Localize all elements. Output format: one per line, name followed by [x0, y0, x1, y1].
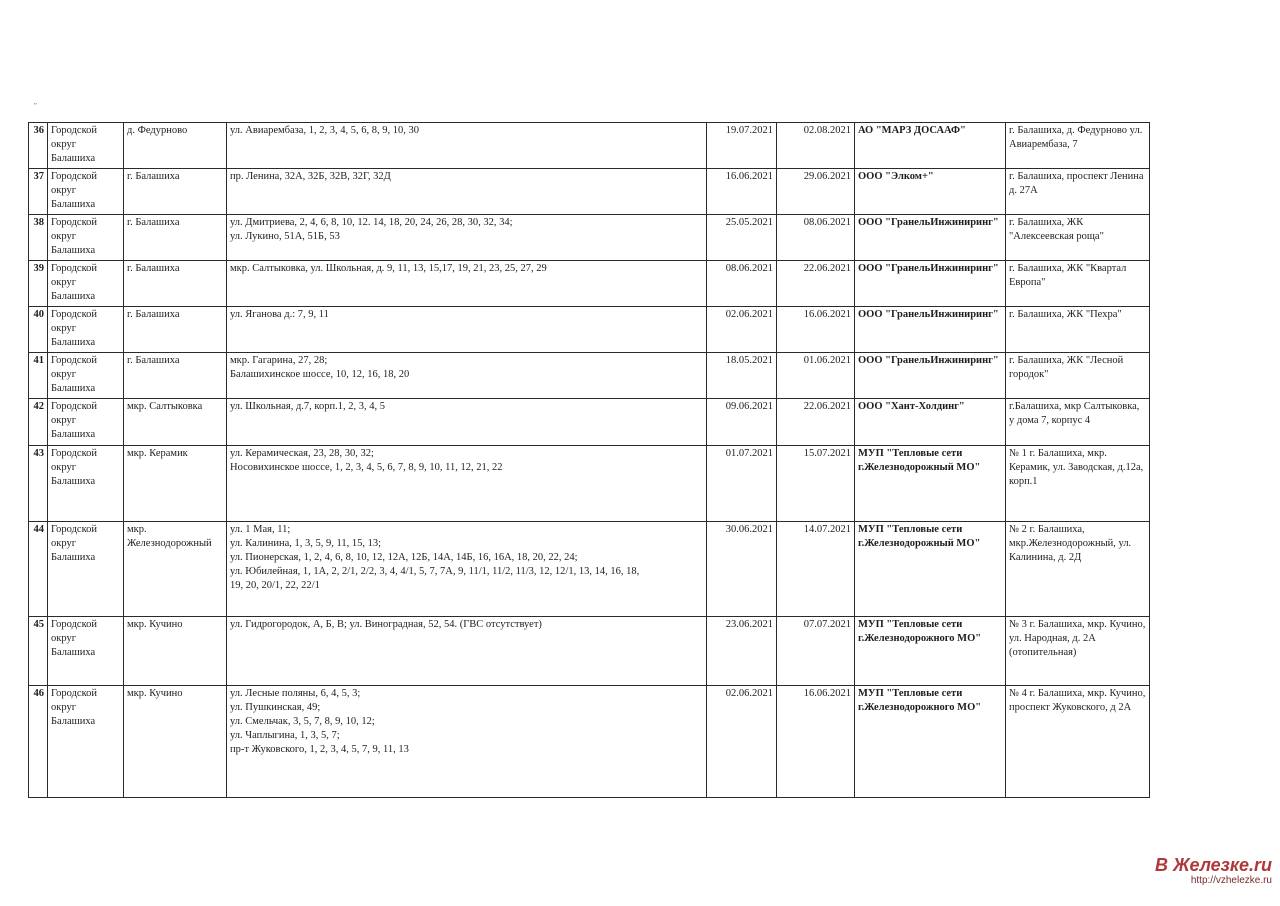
district-cell — [48, 522, 124, 617]
outage-schedule-table — [28, 122, 1150, 798]
locality-cell-text: г. Балашиха — [127, 309, 180, 320]
addresses-cell — [227, 307, 707, 353]
address-line: ул. Пионерская, 1, 2, 4, 6, 8, 10, 12, 12А, 12Б, 14А, 14Б, 16, 16А, 18, 20, 22, 24; — [230, 552, 578, 563]
district-cell-text: Городской округ Балашиха — [51, 619, 98, 658]
address-line: ул. Керамическая, 23, 28, 30, 32; — [230, 448, 374, 459]
row-number — [29, 399, 48, 446]
contact-address-cell — [1006, 123, 1150, 169]
contact-address-cell — [1006, 261, 1150, 307]
contact-address-cell-text: № 3 г. Балашиха, мкр. Кучино, ул. Народная, д. 2А (отопительная) — [1009, 619, 1146, 658]
contact-address-cell-text: г. Балашиха, ЖК "Лесной городок" — [1009, 355, 1124, 380]
row-number-text: 38 — [33, 217, 44, 228]
row-number — [29, 169, 48, 215]
locality-cell-text: д. Федурново — [127, 125, 188, 136]
date-from-cell-text: 16.06.2021 — [725, 171, 773, 182]
date-to-cell-text: 08.06.2021 — [803, 217, 851, 228]
address-line: пр-т Жуковского, 1, 2, 3, 4, 5, 7, 9, 11, 13 — [230, 744, 409, 755]
address-line: ул. Лесные поляны, 6, 4, 5, 3; — [230, 688, 361, 699]
organization-cell-text: МУП "Тепловые сети г.Железнодорожного МО" — [858, 688, 982, 713]
district-cell — [48, 169, 124, 215]
date-from-cell-text: 09.06.2021 — [725, 401, 773, 412]
date-to-cell — [777, 123, 855, 169]
contact-address-cell-text: г. Балашиха, ЖК "Квартал Европа" — [1009, 263, 1127, 288]
date-from-cell — [707, 169, 777, 215]
locality-cell — [124, 261, 227, 307]
locality-cell-text: мкр. Железнодорожный — [127, 524, 212, 549]
date-from-cell-text: 01.07.2021 — [725, 448, 773, 459]
date-to-cell-text: 07.07.2021 — [803, 619, 851, 630]
date-from-cell-text: 25.05.2021 — [725, 217, 773, 228]
table-row — [29, 261, 1150, 307]
site-watermark — [1155, 855, 1272, 887]
date-from-cell — [707, 617, 777, 686]
date-to-cell — [777, 261, 855, 307]
date-to-cell-text: 02.08.2021 — [803, 125, 851, 136]
contact-address-cell-text: г. Балашиха, ЖК "Пехра" — [1009, 309, 1122, 320]
contact-address-cell-text: № 2 г. Балашиха, мкр.Железнодорожный, ул. Калинина, д. 2Д — [1009, 524, 1132, 563]
locality-cell — [124, 686, 227, 798]
address-line: пр. Ленина, 32А, 32Б, 32В, 32Г, 32Д — [230, 171, 391, 182]
locality-cell-text: мкр. Керамик — [127, 448, 188, 459]
contact-address-cell-text: г. Балашиха, проспект Ленина д. 27А — [1009, 171, 1144, 196]
organization-cell-text: АО "МАРЗ ДОСААФ" — [858, 125, 966, 136]
addresses-cell — [227, 169, 707, 215]
district-cell-text: Городской округ Балашиха — [51, 217, 98, 256]
address-line: ул. Смельчак, 3, 5, 7, 8, 9, 10, 12; — [230, 716, 375, 727]
locality-cell — [124, 446, 227, 522]
district-cell — [48, 307, 124, 353]
date-to-cell — [777, 169, 855, 215]
addresses-cell — [227, 686, 707, 798]
row-number-text: 42 — [33, 401, 44, 412]
district-cell — [48, 353, 124, 399]
contact-address-cell — [1006, 215, 1150, 261]
row-number-text: 40 — [33, 309, 44, 320]
locality-cell-text: г. Балашиха — [127, 263, 180, 274]
locality-cell-text: мкр. Кучино — [127, 688, 183, 699]
watermark-url: http://vzhelezke.ru — [1190, 875, 1272, 886]
address-line: ул. Лукино, 51А, 51Б, 53 — [230, 231, 340, 242]
date-from-cell-text: 02.06.2021 — [725, 309, 773, 320]
table-row — [29, 169, 1150, 215]
address-line: мкр. Гагарина, 27, 28; — [230, 355, 328, 366]
address-line: Носовихинское шоссе, 1, 2, 3, 4, 5, 6, 7, 8, 9, 10, 11, 12, 21, 22 — [230, 462, 503, 473]
date-to-cell — [777, 215, 855, 261]
addresses-cell — [227, 399, 707, 446]
contact-address-cell-text: г.Балашиха, мкр Салтыковка, у дома 7, корпус 4 — [1009, 401, 1140, 426]
address-line: ул. 1 Мая, 11; — [230, 524, 291, 535]
address-line: Балашихинское шоссе, 10, 12, 16, 18, 20 — [230, 369, 410, 380]
row-number — [29, 261, 48, 307]
organization-cell-text: МУП "Тепловые сети г.Железнодорожный МО" — [858, 524, 981, 549]
address-line: мкр. Салтыковка, ул. Школьная, д. 9, 11, 13, 15,17, 19, 21, 23, 25, 27, 29 — [230, 263, 547, 274]
row-number — [29, 307, 48, 353]
date-from-cell-text: 19.07.2021 — [725, 125, 773, 136]
date-from-cell — [707, 686, 777, 798]
address-line: ул. Чаплыгина, 1, 3, 5, 7; — [230, 730, 340, 741]
address-line: ул. Калинина, 1, 3, 5, 9, 11, 15, 13; — [230, 538, 382, 549]
contact-address-cell — [1006, 686, 1150, 798]
district-cell — [48, 399, 124, 446]
organization-cell — [855, 686, 1006, 798]
locality-cell-text: мкр. Салтыковка — [127, 401, 203, 412]
locality-cell — [124, 617, 227, 686]
contact-address-cell-text: г. Балашиха, д. Федурново ул. Авиарембаза, 7 — [1009, 125, 1143, 150]
organization-cell — [855, 307, 1006, 353]
date-from-cell — [707, 123, 777, 169]
date-from-cell — [707, 446, 777, 522]
locality-cell — [124, 522, 227, 617]
row-number-text: 46 — [33, 688, 44, 699]
district-cell-text: Городской округ Балашиха — [51, 688, 98, 727]
table-row — [29, 686, 1150, 798]
row-number-text: 36 — [33, 125, 44, 136]
table-row — [29, 215, 1150, 261]
date-to-cell-text: 16.06.2021 — [803, 688, 851, 699]
scan-mark: " — [34, 102, 37, 110]
addresses-cell — [227, 353, 707, 399]
table-row — [29, 307, 1150, 353]
locality-cell — [124, 399, 227, 446]
table-row — [29, 123, 1150, 169]
address-line: ул. Гидрогородок, А, Б, В; ул. Виноградная, 52, 54. (ГВС отсутствует) — [230, 619, 542, 630]
organization-cell-text: ООО "ГранельИнжиниринг" — [858, 217, 999, 228]
addresses-cell — [227, 261, 707, 307]
organization-cell-text: МУП "Тепловые сети г.Железнодорожный МО" — [858, 448, 981, 473]
date-to-cell — [777, 617, 855, 686]
table-row — [29, 522, 1150, 617]
date-to-cell-text: 22.06.2021 — [803, 401, 851, 412]
row-number-text: 45 — [33, 619, 44, 630]
locality-cell — [124, 307, 227, 353]
date-to-cell-text: 16.06.2021 — [803, 309, 851, 320]
date-to-cell — [777, 399, 855, 446]
addresses-cell — [227, 123, 707, 169]
contact-address-cell — [1006, 353, 1150, 399]
locality-cell-text: г. Балашиха — [127, 171, 180, 182]
addresses-cell — [227, 522, 707, 617]
district-cell — [48, 123, 124, 169]
organization-cell-text: ООО "ГранельИнжиниринг" — [858, 355, 999, 366]
district-cell — [48, 617, 124, 686]
locality-cell-text: мкр. Кучино — [127, 619, 183, 630]
district-cell-text: Городской округ Балашиха — [51, 125, 98, 164]
table-row — [29, 446, 1150, 522]
row-number — [29, 522, 48, 617]
contact-address-cell-text: г. Балашиха, ЖК "Алексеевская роща" — [1009, 217, 1104, 242]
addresses-cell — [227, 215, 707, 261]
date-to-cell — [777, 446, 855, 522]
district-cell-text: Городской округ Балашиха — [51, 355, 98, 394]
date-from-cell — [707, 261, 777, 307]
contact-address-cell — [1006, 169, 1150, 215]
row-number — [29, 617, 48, 686]
locality-cell-text: г. Балашиха — [127, 217, 180, 228]
date-to-cell-text: 14.07.2021 — [803, 524, 851, 535]
date-to-cell-text: 29.06.2021 — [803, 171, 851, 182]
date-to-cell-text: 01.06.2021 — [803, 355, 851, 366]
date-from-cell — [707, 522, 777, 617]
date-from-cell-text: 23.06.2021 — [725, 619, 773, 630]
row-number — [29, 446, 48, 522]
row-number — [29, 123, 48, 169]
contact-address-cell — [1006, 617, 1150, 686]
date-from-cell — [707, 353, 777, 399]
district-cell-text: Городской округ Балашиха — [51, 263, 98, 302]
date-from-cell — [707, 307, 777, 353]
locality-cell — [124, 169, 227, 215]
organization-cell — [855, 353, 1006, 399]
date-from-cell-text: 30.06.2021 — [725, 524, 773, 535]
district-cell-text: Городской округ Балашиха — [51, 401, 98, 440]
district-cell-text: Городской округ Балашиха — [51, 171, 98, 210]
row-number — [29, 215, 48, 261]
row-number-text: 37 — [33, 171, 44, 182]
address-line: ул. Пушкинская, 49; — [230, 702, 321, 713]
district-cell-text: Городской округ Балашиха — [51, 309, 98, 348]
row-number-text: 39 — [33, 263, 44, 274]
date-from-cell-text: 18.05.2021 — [725, 355, 773, 366]
address-line: ул. Авиарембаза, 1, 2, 3, 4, 5, 6, 8, 9, 10, 30 — [230, 125, 419, 136]
district-cell — [48, 686, 124, 798]
address-line: 19, 20, 20/1, 22, 22/1 — [230, 580, 320, 591]
district-cell — [48, 215, 124, 261]
date-from-cell — [707, 215, 777, 261]
organization-cell — [855, 399, 1006, 446]
organization-cell — [855, 169, 1006, 215]
contact-address-cell — [1006, 522, 1150, 617]
row-number-text: 43 — [33, 448, 44, 459]
address-line: ул. Дмитриева, 2, 4, 6, 8, 10, 12. 14, 18, 20, 24, 26, 28, 30, 32, 34; — [230, 217, 513, 228]
table-row — [29, 399, 1150, 446]
row-number — [29, 353, 48, 399]
organization-cell-text: ООО "Хант-Холдинг" — [858, 401, 965, 412]
organization-cell — [855, 123, 1006, 169]
locality-cell-text: г. Балашиха — [127, 355, 180, 366]
locality-cell — [124, 123, 227, 169]
district-cell-text: Городской округ Балашиха — [51, 524, 98, 563]
date-from-cell-text: 02.06.2021 — [725, 688, 773, 699]
organization-cell-text: ООО "Элком+" — [858, 171, 934, 182]
date-to-cell — [777, 307, 855, 353]
organization-cell — [855, 446, 1006, 522]
locality-cell — [124, 215, 227, 261]
table-body — [29, 123, 1150, 798]
row-number-text: 41 — [33, 355, 44, 366]
watermark-title: В Железке.ru — [1155, 855, 1272, 875]
date-to-cell — [777, 353, 855, 399]
row-number — [29, 686, 48, 798]
addresses-cell — [227, 446, 707, 522]
organization-cell — [855, 215, 1006, 261]
date-to-cell — [777, 686, 855, 798]
row-number-text: 44 — [33, 524, 44, 535]
addresses-cell — [227, 617, 707, 686]
organization-cell-text: ООО "ГранельИнжиниринг" — [858, 263, 999, 274]
district-cell-text: Городской округ Балашиха — [51, 448, 98, 487]
date-to-cell — [777, 522, 855, 617]
table-row — [29, 353, 1150, 399]
contact-address-cell-text: № 4 г. Балашиха, мкр. Кучино, проспект Жуковского, д 2А — [1009, 688, 1146, 713]
address-line: ул. Юбилейная, 1, 1А, 2, 2/1, 2/2, 3, 4, 4/1, 5, 7, 7А, 9, 11/1, 11/2, 11/3, 12, 12/1, 13, 14, 16, 18, — [230, 566, 640, 577]
date-from-cell-text: 08.06.2021 — [725, 263, 773, 274]
organization-cell-text: МУП "Тепловые сети г.Железнодорожного МО" — [858, 619, 982, 644]
contact-address-cell — [1006, 399, 1150, 446]
district-cell — [48, 446, 124, 522]
contact-address-cell-text: № 1 г. Балашиха, мкр. Керамик, ул. Заводская, д.12а, корп.1 — [1009, 448, 1144, 487]
organization-cell — [855, 261, 1006, 307]
locality-cell — [124, 353, 227, 399]
address-line: ул. Яганова д.: 7, 9, 11 — [230, 309, 329, 320]
contact-address-cell — [1006, 307, 1150, 353]
date-from-cell — [707, 399, 777, 446]
table-row — [29, 617, 1150, 686]
date-to-cell-text: 22.06.2021 — [803, 263, 851, 274]
organization-cell — [855, 617, 1006, 686]
organization-cell-text: ООО "ГранельИнжиниринг" — [858, 309, 999, 320]
date-to-cell-text: 15.07.2021 — [803, 448, 851, 459]
district-cell — [48, 261, 124, 307]
address-line: ул. Школьная, д.7, корп.1, 2, 3, 4, 5 — [230, 401, 385, 412]
contact-address-cell — [1006, 446, 1150, 522]
organization-cell — [855, 522, 1006, 617]
